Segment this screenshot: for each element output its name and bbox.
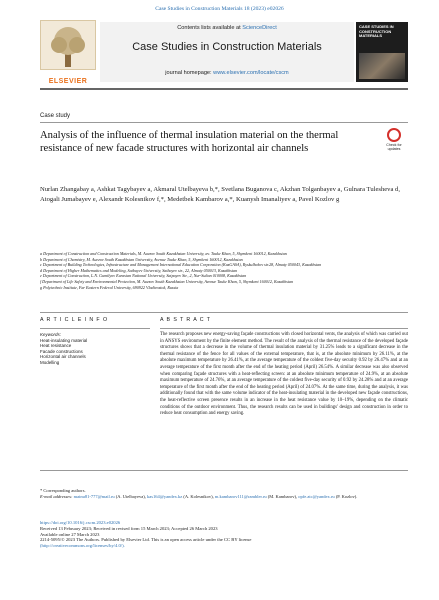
updates-label: Check for updates [386,143,402,151]
updates-icon [387,128,401,142]
homepage-line [100,70,354,76]
email-label: E-mail addresses: [40,494,74,500]
journal-title: Case Studies in Construction Materials [132,41,322,53]
affiliation: b Department of Chemistry, M. Auezov South Kazakhstan University, Avenue Tauke Khan, 5, Shymkent 160012, Kazakhstan [40,256,243,262]
journal-reference[interactable]: Case Studies in Construction Materials 18 (2023) e02026 [155,6,284,12]
journal-cover [356,22,408,82]
affiliation: f Department of Life Safety and Environmental Protection, M. Auezov South Kazakhstan University, Avenue Tauke Khan, 5, Shymkent 160012, Kazakhstan [40,278,294,284]
keywords-label: Keywords: [40,332,62,337]
article-type: Case study [40,113,71,119]
license-link[interactable]: (http://creativecommons.org/licenses/by/4.0/). [40,543,125,549]
publisher-name: ELSEVIER [48,78,88,85]
article-info-heading: A R T I C L E I N F O [40,317,108,323]
contents-prefix: Contents lists available at [177,25,243,31]
email-owner: (A. Utelbayeva), [114,494,147,500]
cover-title: CASE STUDIES IN CONSTRUCTION MATERIALS [359,24,394,39]
author[interactable]: Nurlan Zhangabay a, [40,186,96,193]
keyword: Horizontal air channels [40,354,86,360]
sciencedirect-link[interactable]: ScienceDirect [242,25,277,31]
keyword: Modelling [40,359,60,365]
elsevier-logo [40,20,96,76]
affiliation: d Department of Higher Mathematics and Modeling, Satbayev University, Satbayev str., 22, Almaty 050013, Kazakhstan [40,267,238,273]
email-link[interactable]: mainu81-777@mail.ru [73,494,115,500]
corresponding-note: * Corresponding authors. [40,488,86,493]
email-link[interactable]: kas164@yandex.kz [146,494,183,500]
affiliation: g Polytechnic Institute, Far Eastern Federal University, 690922 Vladivostok, Russia [40,284,179,290]
homepage-link[interactable]: www.elsevier.com/locate/cscm [213,70,289,76]
received-dates: Received 13 February 2023; Received in revised form 15 March 2023; Accepted 26 March 2023 [40,525,218,531]
author[interactable]: Akzhan Tolganbayev a, [279,186,343,193]
author[interactable]: Gulnara Tulesheva d, [343,186,400,193]
affiliations [40,251,408,290]
article-title: Analysis of the influence of thermal insulation material on the thermal resistance of new facade structures with horizontal air channels [40,130,339,154]
divider [40,122,408,123]
email-link[interactable]: m.kambarov111@rambler.ru [214,494,267,500]
email-link[interactable]: opfe.atc@yandex.ru [298,494,335,500]
divider [160,328,408,329]
author[interactable]: Kuanysh Imanaliyev a, [235,196,297,204]
abstract-text: The research proposes new energy-saving façade constructions with closed horizontal vents, the analysis of which was carried out in ANSYS environment by the finite element method. The result of the analysis of the thermal resistance of the developed façade structures shows that a decrease in the volume of thermal insulation material by 31.25% leads to a significant decrease in the thermal resistance of the fence for all values of the external temperature, that is, at the absolute minimum by 26.11%, at the absolute maximum temperature by 26.41%, at the average temperature of the coldest five-day security 0.92 by 26.47% and at an average temperature of the first month after the end of the heating period (April) 26.54%. A similar decrease was also observed when comparing façade structures with a heat-reflecting screen: at an absolute minimum temperature of 24.9%, at an absolute maximum temperature of 24.76%, at an average temperature of the coldest five-day security of 0.92 by 24.28% and at an average temperature of the first month after the end of the heating period (April) of 24.07%. At the same time, during the analysis, it was additionally found that with the same volume indicator of the heat-insulating material in the developed new façade constructions, the heat-reflective screen presence results in an increase in the heat resistance value by 10–19%, depending on the climatic conditions of the outdoor environment. Thus, the research results can be used in buildings' design and construction in order to reduce heat consumption and energy saving. [160,332,408,417]
keyword: Heat-insulating material [40,337,88,343]
keyword: Facade constructions [40,348,83,354]
divider [40,312,408,313]
contents-line [100,25,354,31]
affiliation: a Department of Construction and Construction Materials, M. Auezov South Kazakhstan University, av. Tauke Khan, 5, Shymkent 160012, Kazakhstan [40,251,287,256]
available-online: Available online 27 March 2023 [40,531,100,537]
footnotes [40,488,408,500]
elsevier-tree-icon [40,20,96,70]
abstract-heading: A B S T R A C T [160,317,211,323]
article-history [40,520,408,549]
keywords [40,332,150,366]
homepage-label: journal homepage: [165,70,214,76]
copyright: 2214-5095/© 2023 The Authors. Published by Elsevier Ltd. This is an open access article under the CC BY license [40,537,252,543]
divider [40,470,408,471]
affiliation: c Department of Building Technologies, Infrastructure and Management International Education Corporation (KazGASA), Ryskulbekov str.28, Almaty 050043, Kazakhstan [40,262,322,268]
check-for-updates-button[interactable] [380,128,408,154]
email-line [40,494,408,500]
email-owner: (P. Kozlov). [334,494,358,500]
cover-image [359,53,405,79]
author[interactable]: Akmaral Utelbayeva b,*, [153,186,220,193]
author[interactable]: Pavel Kozlov g [298,196,340,204]
author-list [40,185,408,205]
divider [40,328,150,329]
author[interactable]: Ashkat Tagybayev a, [96,186,153,193]
doi-link[interactable]: https://doi.org/10.1016/j.cscm.2023.e02026 [40,520,121,525]
keyword: Heat resistance [40,343,72,349]
email-owner: (A. Kolesnikov), [182,494,215,500]
author[interactable]: Svetlana Buganova c, [221,186,279,193]
author[interactable]: Alexandr Kolesnikov f,*, [98,196,166,204]
affiliation: e Department of Construction, L.N. Gumilyov Eurasian National University, Satpayev Str., 2, Nur-Sultan 010008, Kazakhstan [40,273,247,279]
header-rule [40,88,408,90]
email-owner: (M. Kambarov), [266,494,299,500]
author[interactable]: Medetbek Kambarov a,*, [167,196,235,204]
author[interactable]: Atogali Jumabayev e, [40,196,98,204]
